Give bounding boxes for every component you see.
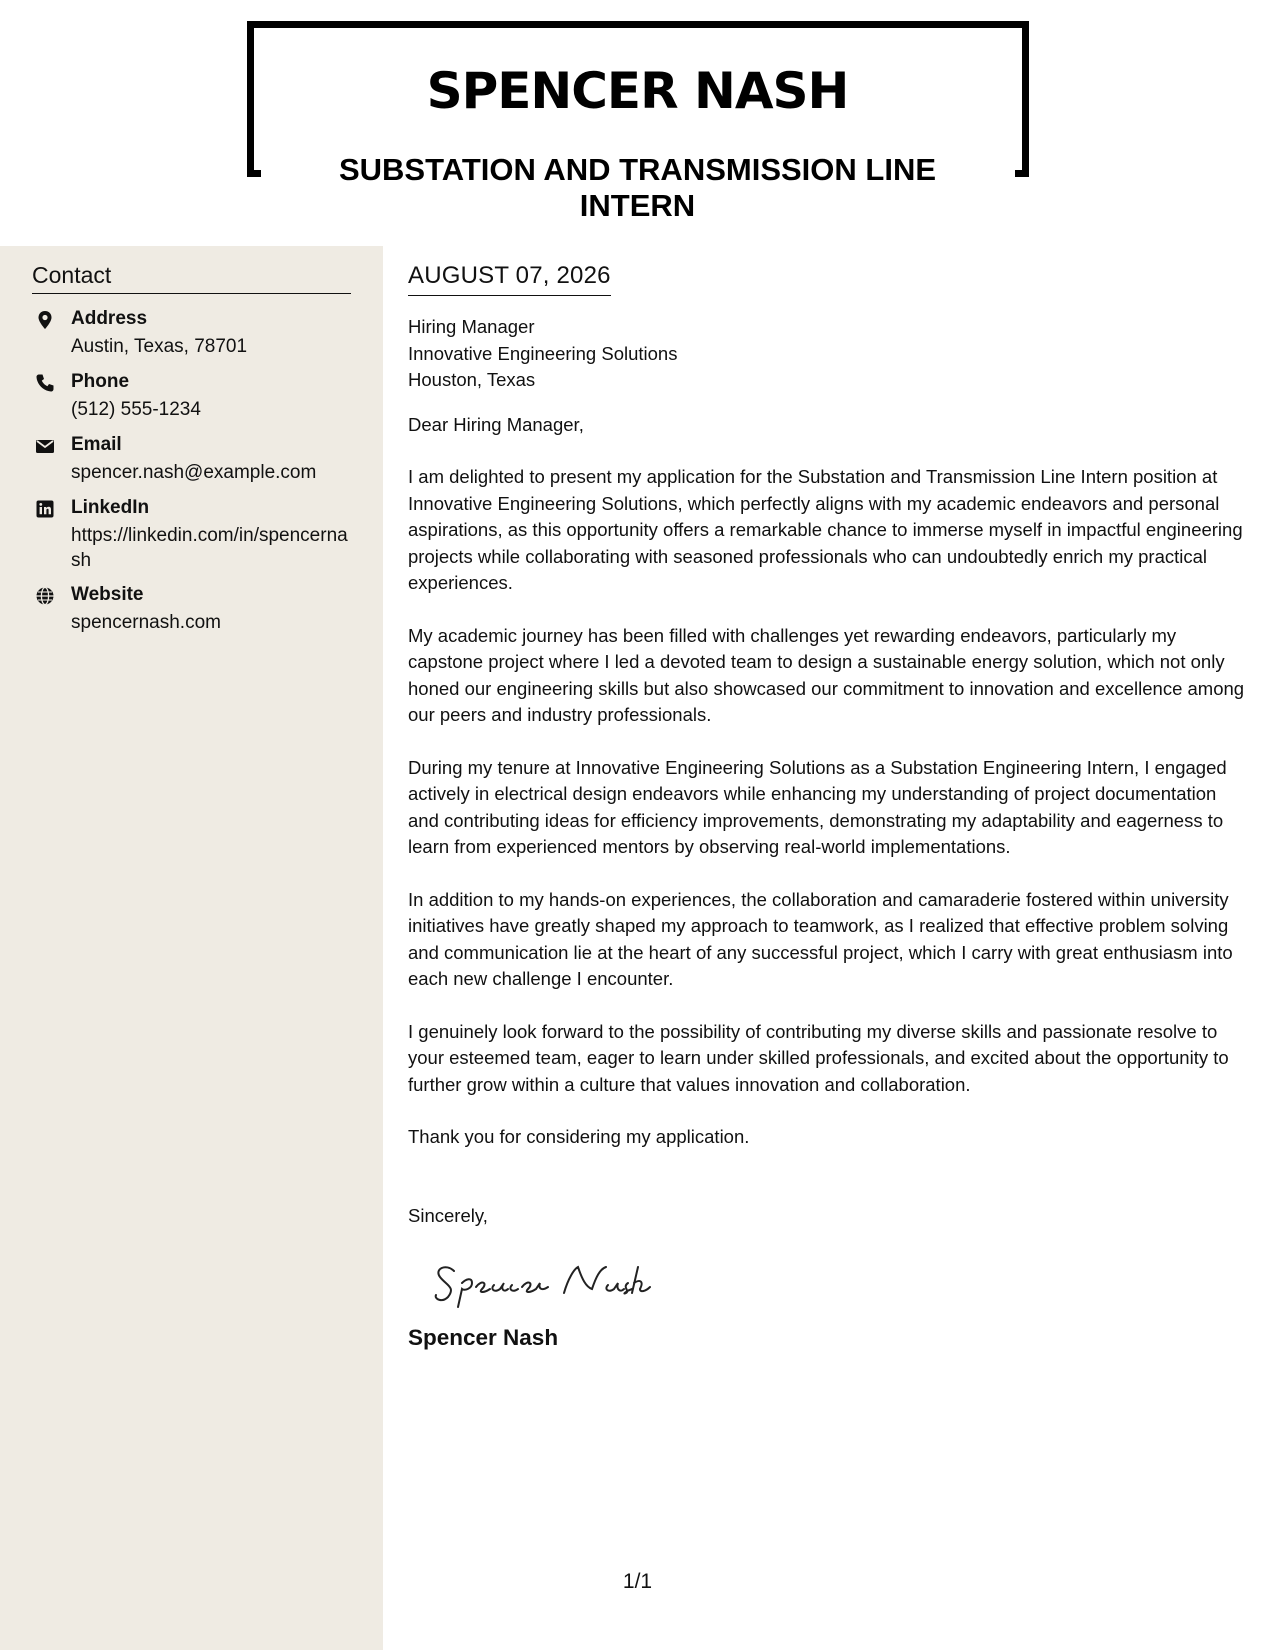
paragraph-2: My academic journey has been filled with challenges yet rewarding endeavors, particularly my capstone project where I led a devoted team to design a sustainable energy solution, which not only honed our engineering skills but also showcased our commitment to innovation and excellence among our peers and industry professionals. bbox=[408, 624, 1245, 725]
job-title: SUBSTATION AND TRANSMISSION LINE INTERN bbox=[280, 152, 995, 224]
contact-label-phone: Phone bbox=[71, 371, 130, 392]
contact-value-email[interactable]: spencer.nash@example.com bbox=[71, 462, 317, 483]
header-bracket-foot-right bbox=[1015, 170, 1029, 177]
paragraph-6: Thank you for considering my application. bbox=[408, 1126, 750, 1147]
header-bracket-foot-left bbox=[247, 170, 261, 177]
closing: Sincerely, bbox=[408, 1204, 488, 1226]
paragraph-1: I am delighted to present my application for the Substation and Transmission Line Intern position at Innovative Engineering Solutions, which perfectly aligns with my academic endeavors and personal aspirations, as this opportunity offers a remarkable chance to immerse myself in impactful engineering projects while collaborating with seasoned professionals who can undoubtedly enrich my practical experiences. bbox=[408, 466, 1243, 593]
paragraph-5: I genuinely look forward to the possibility of contributing my diverse skills and passionate resolve to your esteemed team, eager to learn under skilled professionals, and excited about the opportunity to further grow within a culture that values innovation and collaboration. bbox=[408, 1020, 1229, 1095]
contact-label-email: Email bbox=[71, 434, 122, 455]
contact-label-website: Website bbox=[71, 584, 144, 605]
handwritten-signature bbox=[432, 1249, 1248, 1309]
location-pin-icon bbox=[35, 310, 55, 330]
signature-text: Spencer Nash bbox=[432, 1249, 439, 1250]
salutation: Dear Hiring Manager, bbox=[408, 413, 584, 435]
contact-value-website[interactable]: spencernash.com bbox=[71, 612, 221, 633]
contact-heading: Contact bbox=[32, 262, 351, 294]
recipient-name: Hiring Manager bbox=[408, 316, 535, 337]
contact-sidebar bbox=[0, 246, 383, 1650]
applicant-name: SPENCER NASH bbox=[426, 62, 849, 120]
letter-body bbox=[408, 262, 1248, 1351]
linkedin-icon bbox=[35, 499, 55, 519]
recipient-block bbox=[408, 314, 1248, 394]
signer-name: Spencer Nash bbox=[408, 1325, 559, 1350]
contact-label-address: Address bbox=[71, 308, 148, 329]
contact-value-linkedin[interactable]: https://linkedin.com/in/spencernash bbox=[71, 525, 348, 571]
signature-image bbox=[432, 1249, 672, 1309]
email-icon bbox=[35, 436, 55, 456]
letter-header bbox=[0, 0, 1275, 240]
letter-date: AUGUST 07, 2026 bbox=[408, 262, 611, 296]
recipient-location: Houston, Texas bbox=[408, 369, 536, 390]
contact-value-phone: (512) 555-1234 bbox=[71, 399, 201, 420]
contact-label-linkedin: LinkedIn bbox=[71, 497, 150, 518]
contact-value-address: Austin, Texas, 78701 bbox=[71, 336, 248, 357]
globe-icon bbox=[35, 586, 55, 606]
paragraph-3: During my tenure at Innovative Engineering Solutions as a Substation Engineering Intern, I engaged actively in electrical design endeavors while enhancing my understanding of project documentation and contributing ideas for efficiency improvements, demonstrating my adaptability and eagerness to learn from experienced mentors by observing real-world implementations. bbox=[408, 756, 1227, 857]
paragraph-4: In addition to my hands-on experiences, the collaboration and camaraderie fostered within university initiatives have greatly shaped my approach to teamwork, as I realized that effective problem solving and communication lie at the heart of any successful project, which I carry with great enthusiasm into each new challenge I encounter. bbox=[408, 888, 1233, 989]
phone-icon bbox=[35, 373, 55, 393]
recipient-company: Innovative Engineering Solutions bbox=[408, 342, 678, 364]
page-number: 1/1 bbox=[622, 1570, 653, 1593]
